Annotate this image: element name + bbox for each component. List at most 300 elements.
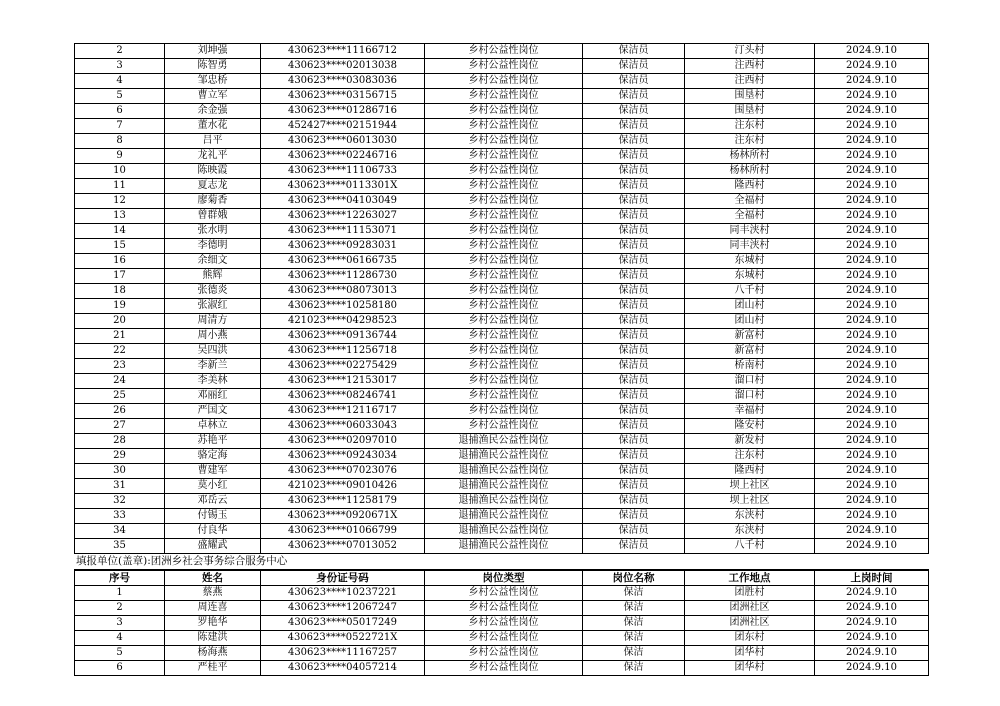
table-row (75, 601, 929, 616)
cell-work-location: 团洲社区 (685, 601, 815, 616)
cell-id-number: 430623****04103049 (261, 194, 425, 209)
cell-name: 刘坤强 (165, 44, 261, 59)
cell-id-number: 430623****12153017 (261, 374, 425, 389)
cell-post-name: 保洁员 (583, 194, 685, 209)
cell-start-date: 2024.9.10 (815, 164, 929, 179)
cell-index: 15 (75, 239, 165, 254)
cell-post-name: 保洁 (583, 601, 685, 616)
cell-id-number: 430623****09243034 (261, 449, 425, 464)
cell-id-number: 430623****11166712 (261, 44, 425, 59)
cell-post-name: 保洁员 (583, 74, 685, 89)
cell-start-date: 2024.9.10 (815, 104, 929, 119)
cell-work-location: 团山村 (685, 299, 815, 314)
cell-name: 余细文 (165, 254, 261, 269)
cell-index: 19 (75, 299, 165, 314)
cell-post-name: 保洁员 (583, 89, 685, 104)
cell-index: 33 (75, 509, 165, 524)
header-index: 序号 (75, 570, 165, 586)
table-row (75, 284, 929, 299)
cell-id-number: 430623****10258180 (261, 299, 425, 314)
cell-index: 29 (75, 449, 165, 464)
table-row (75, 509, 929, 524)
cell-index: 25 (75, 389, 165, 404)
cell-name: 龙礼平 (165, 149, 261, 164)
cell-post-type: 乡村公益性岗位 (425, 601, 583, 616)
cell-post-name: 保洁 (583, 631, 685, 646)
cell-start-date: 2024.9.10 (815, 419, 929, 434)
cell-index: 6 (75, 104, 165, 119)
cell-post-name: 保洁员 (583, 329, 685, 344)
cell-work-location: 团华村 (685, 661, 815, 676)
cell-index: 3 (75, 59, 165, 74)
cell-post-type: 乡村公益性岗位 (425, 616, 583, 631)
table-row (75, 314, 929, 329)
cell-index: 2 (75, 44, 165, 59)
table-row (75, 149, 929, 164)
table-row (75, 44, 929, 59)
table-row (75, 179, 929, 194)
cell-index: 17 (75, 269, 165, 284)
table-row (75, 646, 929, 661)
cell-start-date: 2024.9.10 (815, 299, 929, 314)
cell-name: 夏志龙 (165, 179, 261, 194)
cell-post-type: 退捕渔民公益性岗位 (425, 494, 583, 509)
cell-post-name: 保洁员 (583, 314, 685, 329)
cell-name: 骆定海 (165, 449, 261, 464)
personnel-table-1-body (75, 44, 929, 554)
cell-work-location: 注东村 (685, 119, 815, 134)
cell-post-name: 保洁员 (583, 119, 685, 134)
cell-work-location: 注西村 (685, 59, 815, 74)
cell-index: 32 (75, 494, 165, 509)
cell-name: 李美林 (165, 374, 261, 389)
table-row (75, 661, 929, 676)
cell-post-type: 乡村公益性岗位 (425, 419, 583, 434)
cell-id-number: 430623****11106733 (261, 164, 425, 179)
cell-name: 李新兰 (165, 359, 261, 374)
cell-id-number: 430623****11153071 (261, 224, 425, 239)
cell-post-type: 退捕渔民公益性岗位 (425, 464, 583, 479)
table-row (75, 104, 929, 119)
cell-name: 陈建洪 (165, 631, 261, 646)
cell-id-number: 430623****11167257 (261, 646, 425, 661)
cell-post-name: 保洁员 (583, 389, 685, 404)
cell-name: 曹建军 (165, 464, 261, 479)
cell-post-type: 退捕渔民公益性岗位 (425, 434, 583, 449)
cell-start-date: 2024.9.10 (815, 89, 929, 104)
cell-index: 4 (75, 74, 165, 89)
cell-work-location: 团山村 (685, 314, 815, 329)
cell-start-date: 2024.9.10 (815, 149, 929, 164)
cell-post-name: 保洁 (583, 646, 685, 661)
cell-index: 8 (75, 134, 165, 149)
cell-work-location: 幸福村 (685, 404, 815, 419)
cell-post-name: 保洁员 (583, 104, 685, 119)
cell-post-name: 保洁员 (583, 359, 685, 374)
cell-start-date: 2024.9.10 (815, 224, 929, 239)
cell-index: 1 (75, 586, 165, 601)
table-row (75, 119, 929, 134)
table-row (75, 419, 929, 434)
cell-post-type: 乡村公益性岗位 (425, 44, 583, 59)
cell-post-name: 保洁员 (583, 239, 685, 254)
table-row (75, 374, 929, 389)
cell-work-location: 全福村 (685, 209, 815, 224)
cell-index: 20 (75, 314, 165, 329)
table-row (75, 239, 929, 254)
header-post-type: 岗位类型 (425, 570, 583, 586)
cell-name: 苏艳平 (165, 434, 261, 449)
cell-start-date: 2024.9.10 (815, 314, 929, 329)
cell-post-type: 乡村公益性岗位 (425, 59, 583, 74)
cell-name: 陈映霞 (165, 164, 261, 179)
cell-id-number: 430623****09136744 (261, 329, 425, 344)
table-row (75, 164, 929, 179)
cell-id-number: 430623****02275429 (261, 359, 425, 374)
cell-post-name: 保洁 (583, 661, 685, 676)
cell-post-name: 保洁员 (583, 149, 685, 164)
cell-index: 21 (75, 329, 165, 344)
cell-work-location: 注西村 (685, 74, 815, 89)
cell-work-location: 坝上社区 (685, 479, 815, 494)
cell-id-number: 452427****02151944 (261, 119, 425, 134)
header-start-date: 上岗时间 (815, 570, 929, 586)
table-row (75, 586, 929, 601)
cell-id-number: 430623****03083036 (261, 74, 425, 89)
cell-id-number: 421023****09010426 (261, 479, 425, 494)
cell-start-date: 2024.9.10 (815, 479, 929, 494)
personnel-table-2-body (75, 586, 929, 676)
cell-index: 23 (75, 359, 165, 374)
cell-work-location: 杨林所村 (685, 149, 815, 164)
cell-post-type: 退捕渔民公益性岗位 (425, 539, 583, 554)
cell-id-number: 430623****12263027 (261, 209, 425, 224)
cell-work-location: 汀头村 (685, 44, 815, 59)
cell-id-number: 430623****02013038 (261, 59, 425, 74)
personnel-table-1 (74, 43, 929, 554)
cell-index: 26 (75, 404, 165, 419)
cell-name: 莫小红 (165, 479, 261, 494)
cell-work-location: 隆西村 (685, 179, 815, 194)
cell-id-number: 430623****05017249 (261, 616, 425, 631)
cell-name: 卓林立 (165, 419, 261, 434)
cell-start-date: 2024.9.10 (815, 74, 929, 89)
cell-work-location: 新富村 (685, 344, 815, 359)
cell-work-location: 注东村 (685, 134, 815, 149)
cell-work-location: 团东村 (685, 631, 815, 646)
cell-start-date: 2024.9.10 (815, 586, 929, 601)
cell-name: 周清方 (165, 314, 261, 329)
table-row (75, 434, 929, 449)
cell-start-date: 2024.9.10 (815, 254, 929, 269)
cell-start-date: 2024.9.10 (815, 269, 929, 284)
cell-index: 18 (75, 284, 165, 299)
cell-id-number: 430623****06013030 (261, 134, 425, 149)
cell-start-date: 2024.9.10 (815, 239, 929, 254)
table-row (75, 359, 929, 374)
cell-start-date: 2024.9.10 (815, 449, 929, 464)
cell-index: 14 (75, 224, 165, 239)
cell-start-date: 2024.9.10 (815, 464, 929, 479)
cell-post-name: 保洁员 (583, 209, 685, 224)
table-row (75, 299, 929, 314)
cell-post-type: 乡村公益性岗位 (425, 209, 583, 224)
cell-work-location: 溜口村 (685, 374, 815, 389)
cell-post-name: 保洁员 (583, 179, 685, 194)
cell-start-date: 2024.9.10 (815, 539, 929, 554)
cell-post-name: 保洁员 (583, 434, 685, 449)
table-row (75, 209, 929, 224)
cell-index: 24 (75, 374, 165, 389)
cell-post-name: 保洁员 (583, 404, 685, 419)
cell-id-number: 430623****01286716 (261, 104, 425, 119)
cell-name: 曾群娥 (165, 209, 261, 224)
cell-post-name: 保洁员 (583, 524, 685, 539)
table-row (75, 194, 929, 209)
cell-index: 10 (75, 164, 165, 179)
personnel-table-2 (74, 569, 929, 676)
cell-name: 周连喜 (165, 601, 261, 616)
cell-index: 30 (75, 464, 165, 479)
cell-work-location: 团洲社区 (685, 616, 815, 631)
table-row (75, 89, 929, 104)
cell-start-date: 2024.9.10 (815, 374, 929, 389)
cell-name: 严桂平 (165, 661, 261, 676)
table-row (75, 479, 929, 494)
cell-work-location: 桥南村 (685, 359, 815, 374)
cell-post-type: 乡村公益性岗位 (425, 104, 583, 119)
table-row (75, 524, 929, 539)
cell-start-date: 2024.9.10 (815, 359, 929, 374)
cell-post-type: 乡村公益性岗位 (425, 374, 583, 389)
cell-work-location: 注东村 (685, 449, 815, 464)
cell-post-type: 乡村公益性岗位 (425, 119, 583, 134)
cell-start-date: 2024.9.10 (815, 434, 929, 449)
table-row (75, 344, 929, 359)
cell-post-type: 乡村公益性岗位 (425, 269, 583, 284)
cell-start-date: 2024.9.10 (815, 616, 929, 631)
cell-work-location: 围垦村 (685, 89, 815, 104)
cell-name: 邓丽红 (165, 389, 261, 404)
table-row (75, 74, 929, 89)
cell-post-type: 乡村公益性岗位 (425, 134, 583, 149)
cell-work-location: 新发村 (685, 434, 815, 449)
cell-work-location: 团胜村 (685, 586, 815, 601)
cell-post-name: 保洁员 (583, 44, 685, 59)
cell-post-name: 保洁员 (583, 299, 685, 314)
cell-index: 5 (75, 89, 165, 104)
cell-name: 张水明 (165, 224, 261, 239)
cell-start-date: 2024.9.10 (815, 179, 929, 194)
cell-work-location: 东城村 (685, 254, 815, 269)
cell-start-date: 2024.9.10 (815, 209, 929, 224)
cell-start-date: 2024.9.10 (815, 44, 929, 59)
cell-index: 9 (75, 149, 165, 164)
cell-id-number: 430623****12116717 (261, 404, 425, 419)
cell-name: 付良华 (165, 524, 261, 539)
cell-post-type: 乡村公益性岗位 (425, 329, 583, 344)
cell-name: 杨海燕 (165, 646, 261, 661)
cell-id-number: 430623****11256718 (261, 344, 425, 359)
cell-name: 廖菊香 (165, 194, 261, 209)
cell-work-location: 八千村 (685, 539, 815, 554)
cell-post-name: 保洁员 (583, 419, 685, 434)
cell-post-type: 乡村公益性岗位 (425, 194, 583, 209)
cell-post-name: 保洁 (583, 586, 685, 601)
cell-name: 付锡玉 (165, 509, 261, 524)
cell-start-date: 2024.9.10 (815, 344, 929, 359)
cell-start-date: 2024.9.10 (815, 601, 929, 616)
table-row (75, 616, 929, 631)
cell-start-date: 2024.9.10 (815, 119, 929, 134)
table-row (75, 134, 929, 149)
cell-post-type: 退捕渔民公益性岗位 (425, 479, 583, 494)
cell-id-number: 430623****12067247 (261, 601, 425, 616)
table-row (75, 269, 929, 284)
cell-post-type: 乡村公益性岗位 (425, 89, 583, 104)
cell-id-number: 430623****02097010 (261, 434, 425, 449)
cell-post-type: 乡村公益性岗位 (425, 389, 583, 404)
header-name: 姓名 (165, 570, 261, 586)
cell-index: 2 (75, 601, 165, 616)
cell-name: 曹立军 (165, 89, 261, 104)
cell-id-number: 430623****11286730 (261, 269, 425, 284)
cell-name: 盛耀武 (165, 539, 261, 554)
cell-id-number: 430623****08246741 (261, 389, 425, 404)
cell-work-location: 东浃村 (685, 524, 815, 539)
cell-post-type: 乡村公益性岗位 (425, 661, 583, 676)
cell-post-name: 保洁员 (583, 509, 685, 524)
cell-name: 张德炎 (165, 284, 261, 299)
cell-id-number: 430623****0522721X (261, 631, 425, 646)
table-row (75, 494, 929, 509)
cell-name: 蔡燕 (165, 586, 261, 601)
cell-post-name: 保洁员 (583, 374, 685, 389)
cell-post-type: 乡村公益性岗位 (425, 164, 583, 179)
header-work-location: 工作地点 (685, 570, 815, 586)
header-id-number: 身份证号码 (261, 570, 425, 586)
cell-id-number: 430623****06033043 (261, 419, 425, 434)
table-row (75, 389, 929, 404)
table-row (75, 59, 929, 74)
cell-post-name: 保洁员 (583, 59, 685, 74)
cell-post-name: 保洁员 (583, 254, 685, 269)
cell-index: 6 (75, 661, 165, 676)
cell-id-number: 430623****03156715 (261, 89, 425, 104)
cell-post-type: 乡村公益性岗位 (425, 359, 583, 374)
cell-post-name: 保洁员 (583, 449, 685, 464)
cell-start-date: 2024.9.10 (815, 661, 929, 676)
cell-post-type: 乡村公益性岗位 (425, 149, 583, 164)
cell-start-date: 2024.9.10 (815, 631, 929, 646)
table-header-row (75, 570, 929, 586)
reporting-unit-label: 填报单位(盖章):团洲乡社会事务综合服务中心 (76, 555, 288, 567)
cell-work-location: 隆西村 (685, 464, 815, 479)
table-row (75, 224, 929, 239)
table-row (75, 254, 929, 269)
cell-name: 吕平 (165, 134, 261, 149)
cell-name: 余金强 (165, 104, 261, 119)
cell-work-location: 围垦村 (685, 104, 815, 119)
cell-work-location: 全福村 (685, 194, 815, 209)
cell-post-name: 保洁 (583, 616, 685, 631)
cell-index: 13 (75, 209, 165, 224)
cell-index: 11 (75, 179, 165, 194)
cell-index: 7 (75, 119, 165, 134)
cell-name: 邓岳云 (165, 494, 261, 509)
cell-id-number: 430623****06166735 (261, 254, 425, 269)
cell-post-type: 乡村公益性岗位 (425, 239, 583, 254)
cell-start-date: 2024.9.10 (815, 134, 929, 149)
cell-post-name: 保洁员 (583, 224, 685, 239)
table-row (75, 449, 929, 464)
cell-name: 邹忠桥 (165, 74, 261, 89)
cell-post-type: 乡村公益性岗位 (425, 254, 583, 269)
cell-work-location: 新富村 (685, 329, 815, 344)
cell-id-number: 430623****04057214 (261, 661, 425, 676)
cell-index: 12 (75, 194, 165, 209)
header-post-name: 岗位名称 (583, 570, 685, 586)
cell-id-number: 430623****07013052 (261, 539, 425, 554)
cell-id-number: 430623****0113301X (261, 179, 425, 194)
cell-post-type: 乡村公益性岗位 (425, 586, 583, 601)
cell-name: 张淑红 (165, 299, 261, 314)
cell-work-location: 隆安村 (685, 419, 815, 434)
cell-name: 严国文 (165, 404, 261, 419)
cell-work-location: 八千村 (685, 284, 815, 299)
cell-name: 董水花 (165, 119, 261, 134)
cell-work-location: 团华村 (685, 646, 815, 661)
cell-work-location: 同丰浃村 (685, 239, 815, 254)
cell-post-type: 乡村公益性岗位 (425, 314, 583, 329)
cell-post-type: 乡村公益性岗位 (425, 344, 583, 359)
cell-post-type: 乡村公益性岗位 (425, 284, 583, 299)
cell-index: 22 (75, 344, 165, 359)
cell-id-number: 430623****0920671X (261, 509, 425, 524)
cell-start-date: 2024.9.10 (815, 509, 929, 524)
cell-id-number: 421023****04298523 (261, 314, 425, 329)
cell-index: 31 (75, 479, 165, 494)
cell-start-date: 2024.9.10 (815, 284, 929, 299)
cell-name: 罗艳华 (165, 616, 261, 631)
cell-start-date: 2024.9.10 (815, 329, 929, 344)
cell-id-number: 430623****10237221 (261, 586, 425, 601)
cell-start-date: 2024.9.10 (815, 404, 929, 419)
document-sheet (74, 43, 928, 676)
cell-post-type: 退捕渔民公益性岗位 (425, 449, 583, 464)
cell-work-location: 同丰浃村 (685, 224, 815, 239)
cell-index: 28 (75, 434, 165, 449)
cell-id-number: 430623****02246716 (261, 149, 425, 164)
cell-post-name: 保洁员 (583, 494, 685, 509)
cell-work-location: 杨林所村 (685, 164, 815, 179)
cell-post-type: 退捕渔民公益性岗位 (425, 524, 583, 539)
cell-name: 熊辉 (165, 269, 261, 284)
cell-index: 16 (75, 254, 165, 269)
cell-post-name: 保洁员 (583, 539, 685, 554)
cell-index: 4 (75, 631, 165, 646)
cell-work-location: 溜口村 (685, 389, 815, 404)
cell-start-date: 2024.9.10 (815, 389, 929, 404)
cell-post-type: 乡村公益性岗位 (425, 404, 583, 419)
cell-index: 35 (75, 539, 165, 554)
cell-post-name: 保洁员 (583, 464, 685, 479)
cell-post-name: 保洁员 (583, 284, 685, 299)
cell-start-date: 2024.9.10 (815, 59, 929, 74)
cell-name: 吴四洪 (165, 344, 261, 359)
cell-post-name: 保洁员 (583, 344, 685, 359)
cell-index: 3 (75, 616, 165, 631)
